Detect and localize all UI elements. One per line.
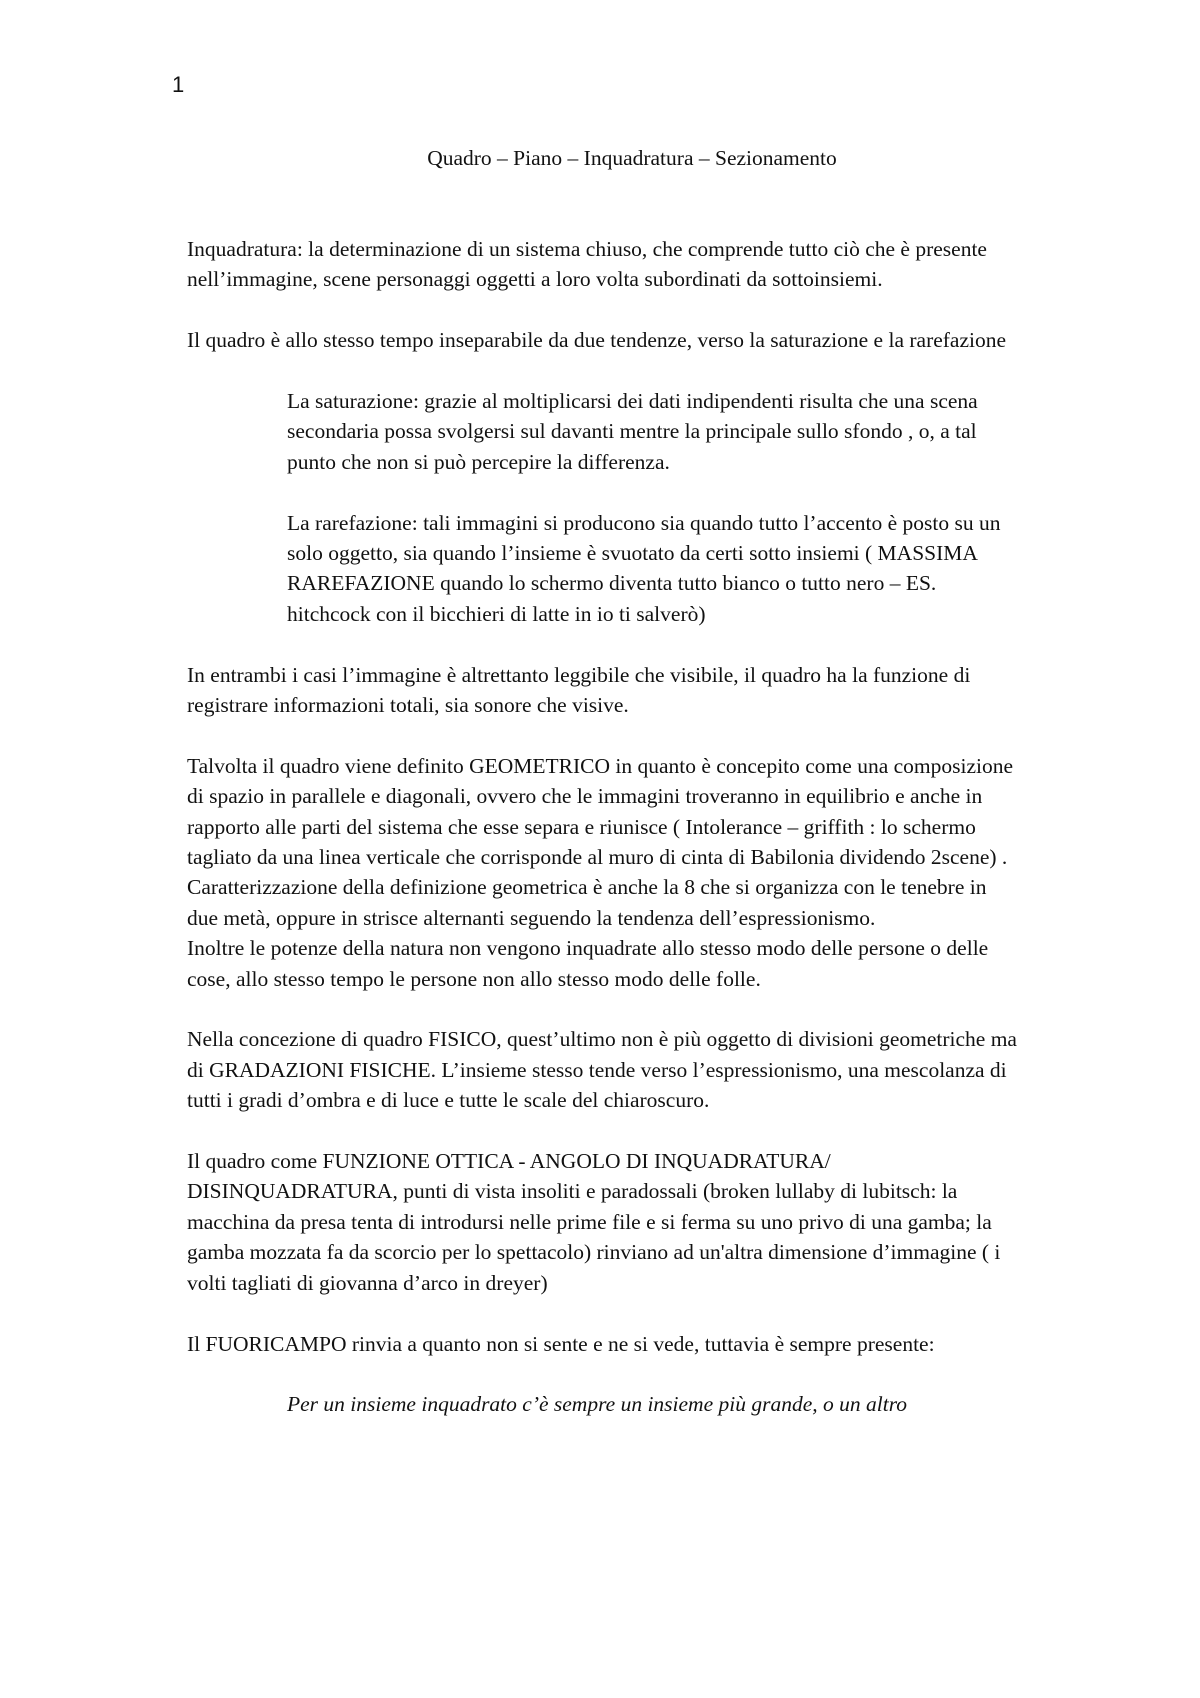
paragraph-inquadratura: Inquadratura: la determinazione di un sistema chiuso, che comprende tutto ciò che è presente nell’immagine, scene personaggi oggetti a loro volta subordinati da sottoinsiemi. [187, 237, 987, 292]
paragraph-fisico: Nella concezione di quadro FISICO, quest’ultimo non è più oggetto di divisioni geometriche ma di GRADAZIONI FISICHE. L’insieme stesso tende verso l’espressionismo, una mescolanza di tutti i gradi d’ombra e di luce e tutte le scale del chiaroscuro. [187, 1027, 1017, 1113]
document-title: Quadro – Piano – Inquadratura – Sezionamento [427, 146, 837, 170]
paragraph-potenze-natura: Inoltre le potenze della natura non vengono inquadrate allo stesso modo delle persone o delle cose, allo stesso tempo le persone non allo stesso modo delle folle. [187, 936, 989, 991]
document-body [187, 234, 1017, 1450]
page-number: 1 [172, 72, 185, 97]
paragraph-tendenze: Il quadro è allo stesso tempo inseparabile da due tendenze, verso la saturazione e la rarefazione [187, 328, 1007, 353]
paragraph-saturazione: La saturazione: grazie al moltiplicarsi dei dati indipendenti risulta che una scena secondaria possa svolgersi sul davanti mentre la principale sullo sfondo , o, a tal punto che non si può percepire la differenza. [287, 389, 978, 474]
paragraph-leggibile: In entrambi i casi l’immagine è altrettanto leggibile che visibile, il quadro ha la funzione di registrare informazioni totali, sia sonore che visive. [187, 662, 971, 718]
paragraph-geometrico: Talvolta il quadro viene definito GEOMETRICO in quanto è concepito come una composizione di spazio in parallele e diagonali, ovvero che le immagini troveranno in equilibrio e anche in rapporto alle parti del sistema che esse separa e riunisce ( Intolerance – griffith : lo schermo tagliato da una linea verticale che corrisponde al muro di cinta di Babilonia dividendo 2scene) . Caratterizzazione della definizione geometrica è anche la 8 che si organizza con le tenebre in due metà, oppure in strisce alternanti seguendo la tendenza dell’espressionismo. [187, 753, 1014, 930]
quote-insieme: Per un insieme inquadrato c’è sempre un insieme più grande, o un altro [287, 1392, 908, 1417]
paragraph-fuoricampo: Il FUORICAMPO rinvia a quanto non si sente e ne si vede, tuttavia è sempre presente: [187, 1331, 935, 1356]
paragraph-rarefazione: La rarefazione: tali immagini si producono sia quando tutto l’accento è posto su un solo oggetto, sia quando l’insieme è svuotato da certi sotto insiemi ( MASSIMA RAREFAZIONE quando lo schermo diventa tutto bianco o tutto nero – ES. hitchcock con il bicchieri di latte in io ti salverò) [287, 510, 1001, 626]
paragraph-funzione-ottica: Il quadro come FUNZIONE OTTICA - ANGOLO DI INQUADRATURA/ DISINQUADRATURA, punti di vista insoliti e paradossali (broken lullaby di lubitsch: la macchina da presa tenta di introdursi nelle prime file e si ferma su uno privo di una gamba; la gamba mozzata fa da scorcio per lo spettacolo) rinviano ad un'altra dimensione d’immagine ( i volti tagliati di giovanna d’arco in dreyer) [187, 1149, 1001, 1295]
